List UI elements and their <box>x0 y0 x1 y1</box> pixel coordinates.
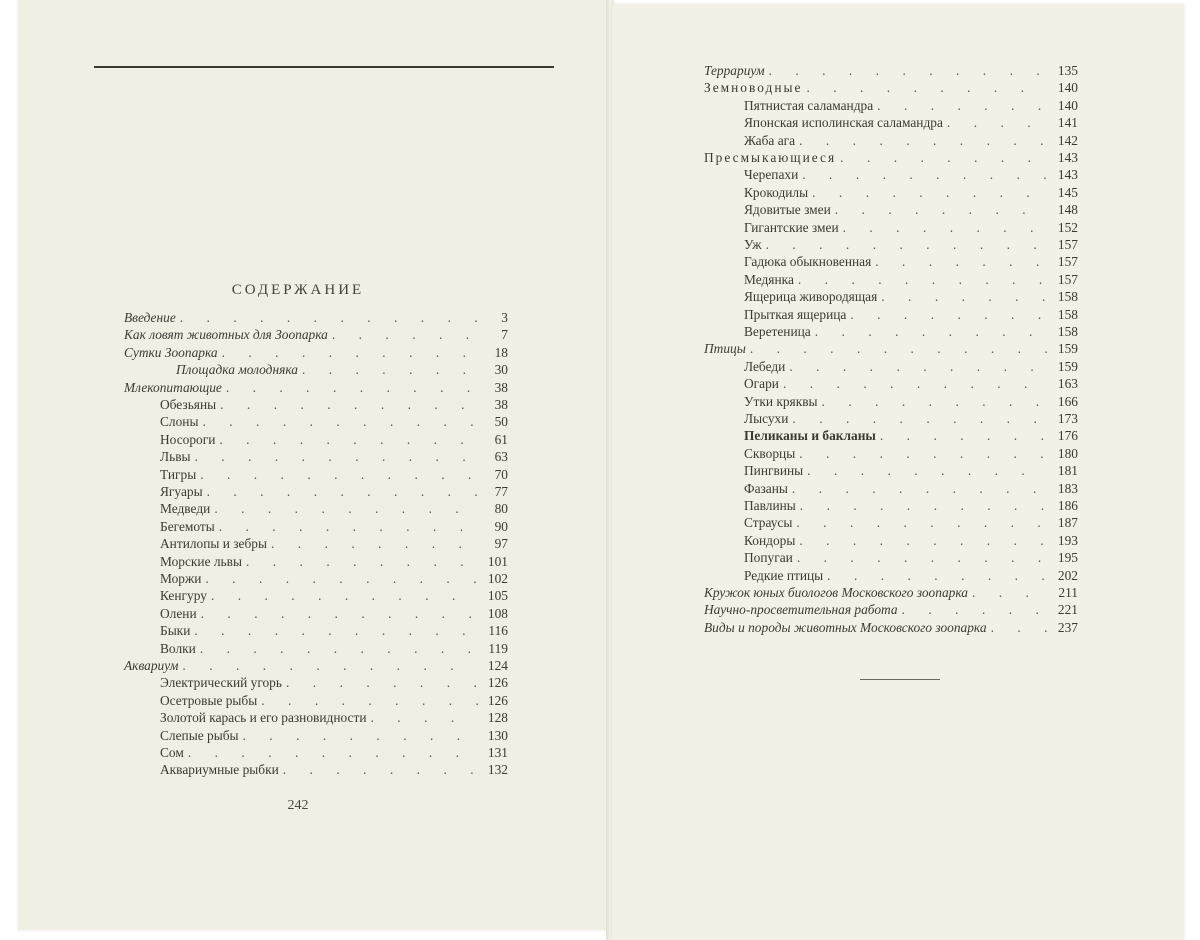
toc-entry-label: Обезьяны <box>160 397 217 412</box>
toc-entry-page: 140 <box>1057 80 1078 96</box>
toc-title: СОДЕРЖАНИЕ <box>231 282 365 298</box>
toc-entry-page: 142 <box>1057 132 1078 148</box>
toc-entry <box>744 114 1078 131</box>
toc-entry-label: Пеликаны и бакланы <box>744 428 876 444</box>
toc-entry-page: 166 <box>1057 393 1078 409</box>
toc-entry-page: 80 <box>494 501 508 517</box>
toc-entry <box>744 514 1078 531</box>
dot-leader <box>222 344 478 361</box>
toc-entry <box>160 448 508 465</box>
toc-entry <box>160 587 508 604</box>
toc-entry <box>744 375 1078 392</box>
toc-entry <box>176 361 508 378</box>
toc-entry-label: Площадка молодняка <box>176 362 298 378</box>
toc-entry <box>124 657 508 674</box>
toc-entry-label: Уж <box>744 237 762 252</box>
toc-entry-page: 128 <box>487 710 508 726</box>
toc-entry <box>744 253 1078 270</box>
toc-entry-label: Золотой карась и его разновидности <box>160 710 367 726</box>
dot-leader <box>815 323 1048 340</box>
dot-leader <box>843 219 1048 236</box>
toc-entry <box>160 466 508 483</box>
dot-leader <box>799 532 1048 549</box>
toc-entry <box>160 692 508 709</box>
toc-entry-page: 157 <box>1057 254 1078 270</box>
toc-entry <box>704 79 1078 96</box>
toc-entry <box>160 413 508 430</box>
toc-entry-page: 30 <box>494 362 508 378</box>
toc-entry-page: 148 <box>1057 202 1078 218</box>
toc-entry-page: 158 <box>1057 324 1078 339</box>
toc-entry-page: 202 <box>1057 567 1078 583</box>
toc-entry-label: Прыткая ящерица <box>744 306 847 322</box>
toc-entry-page: 140 <box>1057 97 1078 113</box>
toc-entry-page: 180 <box>1057 445 1078 461</box>
toc-entry <box>160 622 508 639</box>
toc-entry-page: 131 <box>487 745 508 760</box>
toc-entry <box>160 431 508 448</box>
toc-entry-page: 90 <box>494 518 508 534</box>
toc-entry <box>744 410 1078 427</box>
toc-entry-label: Страусы <box>744 515 793 531</box>
left-page <box>18 0 608 930</box>
dot-leader <box>286 674 478 691</box>
dot-leader <box>219 431 478 448</box>
toc-entry-label: Сом <box>160 745 184 760</box>
dot-leader <box>807 462 1048 479</box>
toc-entry-page: 135 <box>1057 63 1078 78</box>
dot-leader <box>799 445 1048 462</box>
toc-entry-label: Сутки Зоопарка <box>124 344 218 360</box>
toc-entry <box>160 535 508 552</box>
toc-entry-page: 221 <box>1057 602 1078 618</box>
toc-entry-label: Слепые рыбы <box>160 727 239 743</box>
toc-entry-label: Японская исполинская саламандра <box>744 115 943 131</box>
toc-entry-label: Как ловят животных для Зоопарка <box>124 327 328 343</box>
toc-entry <box>160 674 508 691</box>
toc-entry-label: Пятнистая саламандра <box>744 97 874 113</box>
toc-entry <box>744 567 1078 584</box>
toc-entry <box>160 483 508 500</box>
toc-entry-page: 143 <box>1057 167 1078 183</box>
toc-entry-page: 193 <box>1057 532 1078 548</box>
toc-entry-label: Жаба ага <box>744 132 796 148</box>
dot-leader <box>766 236 1048 253</box>
toc-entry-page: 38 <box>494 397 508 412</box>
toc-entry-label: Олени <box>160 605 197 621</box>
dot-leader <box>840 149 1048 166</box>
toc-entry <box>744 219 1078 236</box>
toc-entry-page: 77 <box>494 484 508 499</box>
toc-entry-page: 116 <box>488 623 508 639</box>
toc-entry <box>704 62 1078 79</box>
dot-leader <box>226 379 478 396</box>
toc-entry-label: Научно-просветительная работа <box>704 602 898 618</box>
toc-entry-label: Черепахи <box>744 167 799 183</box>
toc-entry-page: 50 <box>494 414 508 430</box>
toc-entry-page: 181 <box>1057 463 1078 479</box>
dot-leader <box>283 761 478 778</box>
toc-entry-page: 102 <box>487 571 508 586</box>
toc-entry-label: Бегемоты <box>160 518 215 534</box>
toc-entry-label: Ядовитые змеи <box>744 202 831 218</box>
toc-entry-page: 143 <box>1057 150 1078 165</box>
toc-entry-label: Попугаи <box>744 550 793 566</box>
dot-leader <box>219 518 478 535</box>
toc-entry-label: Гадюка обыкновенная <box>744 254 872 270</box>
toc-entry <box>744 480 1078 497</box>
dot-leader <box>835 201 1048 218</box>
toc-entry-page: 126 <box>487 675 508 691</box>
toc-entry-page: 3 <box>501 310 508 325</box>
toc-entry <box>744 184 1078 201</box>
toc-entry-page: 176 <box>1057 428 1078 444</box>
toc-entry-page: 97 <box>494 536 508 552</box>
toc-entry <box>160 640 508 657</box>
toc-entry-label: Земноводные <box>704 80 803 96</box>
toc-entry <box>744 427 1078 444</box>
toc-entry-label: Лебеди <box>744 358 786 374</box>
toc-entry-page: 163 <box>1057 376 1078 392</box>
dot-leader <box>261 692 478 709</box>
toc-entry-page: 186 <box>1057 498 1078 513</box>
toc-entry-label: Лысухи <box>744 411 789 426</box>
toc-entry <box>744 236 1078 253</box>
toc-entry <box>160 500 508 517</box>
toc-entry-label: Львы <box>160 449 191 465</box>
toc-entry-page: 158 <box>1057 306 1078 322</box>
dot-leader <box>827 567 1048 584</box>
dot-leader <box>947 114 1048 131</box>
toc-entry <box>160 727 508 744</box>
toc-entry <box>160 761 508 778</box>
dot-leader <box>822 393 1048 410</box>
dot-leader <box>802 166 1048 183</box>
toc-entry-label: Птицы <box>704 341 746 357</box>
toc-entry <box>744 306 1078 323</box>
dot-leader <box>972 584 1048 601</box>
toc-entry <box>744 462 1078 479</box>
dot-leader <box>271 535 478 552</box>
toc-entry-page: 108 <box>487 605 508 621</box>
dot-leader <box>202 413 478 430</box>
toc-entry-page: 61 <box>494 431 508 447</box>
dot-leader <box>783 375 1048 392</box>
toc-entry <box>744 201 1078 218</box>
toc-entry <box>744 132 1078 149</box>
dot-leader <box>769 62 1048 79</box>
dot-leader <box>205 570 478 587</box>
dot-leader <box>850 306 1048 323</box>
toc-entry <box>160 396 508 413</box>
toc-entry-label: Носороги <box>160 431 216 447</box>
toc-entry-label: Осетровые рыбы <box>160 692 258 708</box>
toc-entry-page: 237 <box>1057 619 1078 635</box>
toc-entry-label: Кенгуру <box>160 588 207 604</box>
dot-leader <box>877 97 1048 114</box>
toc-entry-page: 132 <box>487 762 508 778</box>
toc-entry-page: 159 <box>1057 341 1078 357</box>
toc-entry-label: Фазаны <box>744 480 788 496</box>
right-page <box>612 4 1184 940</box>
toc-entry-page: 124 <box>487 658 508 673</box>
toc-entry-label: Ящерица живородящая <box>744 289 878 305</box>
toc-entry-label: Медянка <box>744 271 794 287</box>
toc-entry <box>704 619 1078 636</box>
toc-entry-label: Медведи <box>160 501 211 517</box>
dot-leader <box>880 427 1048 444</box>
toc-entry-page: 105 <box>487 588 508 604</box>
toc-entry-label: Редкие птицы <box>744 567 824 583</box>
toc-entry <box>160 553 508 570</box>
toc-entry-page: 158 <box>1057 289 1078 305</box>
dot-leader <box>789 358 1048 375</box>
toc-entry-page: 173 <box>1057 411 1078 426</box>
toc-entry-page: 183 <box>1057 480 1078 496</box>
toc-entry-label: Аквариумные рыбки <box>160 762 279 778</box>
toc-entry <box>744 393 1078 410</box>
toc-entry-page: 211 <box>1058 585 1078 600</box>
toc-entry-label: Пресмыкающиеся <box>704 150 837 165</box>
toc-entry-page: 126 <box>487 692 508 708</box>
dot-leader <box>211 587 478 604</box>
page-number: 242 <box>287 798 309 813</box>
toc-entry-page: 119 <box>488 640 508 656</box>
toc-entry-label: Кружок юных биологов Московского зоопарка <box>704 585 968 600</box>
toc-entry-page: 130 <box>487 727 508 743</box>
dot-leader <box>798 271 1048 288</box>
toc-entry-label: Электрический угорь <box>160 675 282 691</box>
toc-entry-label: Виды и породы животных Московского зоопарка <box>704 619 987 635</box>
toc-entry <box>744 271 1078 288</box>
toc-entry-label: Веретеница <box>744 324 811 339</box>
toc-entry <box>160 570 508 587</box>
dot-leader <box>881 288 1048 305</box>
toc-entry <box>744 445 1078 462</box>
toc-entry <box>744 549 1078 566</box>
dot-leader <box>214 500 478 517</box>
dot-leader <box>200 466 478 483</box>
toc-entry <box>744 288 1078 305</box>
dot-leader <box>332 326 478 343</box>
dot-leader <box>796 514 1048 531</box>
toc-entry <box>744 497 1078 514</box>
toc-entry-label: Огари <box>744 376 779 392</box>
toc-entry-label: Крокодилы <box>744 184 809 200</box>
toc-entry-page: 157 <box>1057 237 1078 252</box>
toc-entry <box>744 532 1078 549</box>
toc-entry-page: 152 <box>1057 219 1078 235</box>
toc-entry-page: 141 <box>1057 115 1078 131</box>
toc-entry-label: Гигантские змеи <box>744 219 839 235</box>
toc-entry-label: Утки кряквы <box>744 393 818 409</box>
toc-entry-page: 101 <box>487 553 508 569</box>
dot-leader <box>792 480 1048 497</box>
toc-entry-label: Быки <box>160 623 191 639</box>
end-rule-divider <box>860 679 940 680</box>
toc-entry <box>704 340 1078 357</box>
toc-entry <box>160 709 508 726</box>
toc-entry-page: 7 <box>501 327 508 343</box>
dot-leader <box>799 132 1048 149</box>
toc-entry <box>744 358 1078 375</box>
toc-entry <box>704 149 1078 166</box>
dot-leader <box>194 622 478 639</box>
toc-entry <box>744 97 1078 114</box>
toc-entry <box>744 323 1078 340</box>
dot-leader <box>180 309 478 326</box>
toc-entry-page: 70 <box>494 466 508 482</box>
toc-entry-label: Скворцы <box>744 445 796 461</box>
toc-entry-label: Тигры <box>160 466 197 482</box>
toc-entry <box>744 166 1078 183</box>
toc-entry-label: Павлины <box>744 498 796 513</box>
toc-entry-page: 195 <box>1057 550 1078 566</box>
toc-entry-label: Млекопитающие <box>124 379 222 395</box>
toc-entry-label: Террариум <box>704 63 765 78</box>
toc-entry-label: Моржи <box>160 571 202 586</box>
dot-leader <box>195 448 478 465</box>
toc-entry-label: Морские львы <box>160 553 242 569</box>
toc-entry-label: Кондоры <box>744 532 796 548</box>
toc-entry <box>160 605 508 622</box>
dot-leader <box>182 657 478 674</box>
toc-entry-label: Антилопы и зебры <box>160 536 267 552</box>
dot-leader <box>875 253 1048 270</box>
dot-leader <box>200 640 478 657</box>
toc-entry <box>124 309 508 326</box>
toc-entry <box>124 326 508 343</box>
dot-leader <box>246 553 478 570</box>
dot-leader <box>750 340 1048 357</box>
dot-leader <box>371 709 478 726</box>
dot-leader <box>797 549 1048 566</box>
dot-leader <box>188 744 478 761</box>
dot-leader <box>902 601 1048 618</box>
toc-entry-page: 145 <box>1057 184 1078 200</box>
dot-leader <box>201 605 478 622</box>
dot-leader <box>792 410 1048 427</box>
toc-entry-page: 187 <box>1057 515 1078 531</box>
toc-entry <box>124 344 508 361</box>
toc-entry-label: Слоны <box>160 414 199 430</box>
dot-leader <box>243 727 478 744</box>
toc-entry <box>160 744 508 761</box>
toc-entry <box>160 518 508 535</box>
dot-leader <box>220 396 478 413</box>
toc-entry-label: Введение <box>124 310 176 325</box>
toc-entry <box>704 601 1078 618</box>
dot-leader <box>800 497 1048 514</box>
toc-entry-page: 18 <box>494 344 508 360</box>
toc-entry-label: Ягуары <box>160 484 203 499</box>
toc-entry <box>704 584 1078 601</box>
dot-leader <box>806 79 1048 96</box>
dot-leader <box>812 184 1048 201</box>
toc-entry-page: 159 <box>1057 358 1078 374</box>
top-rule-divider <box>94 66 554 68</box>
toc-entry-label: Аквариум <box>124 658 179 673</box>
toc-entry <box>124 379 508 396</box>
toc-entry-label: Пингвины <box>744 463 804 479</box>
dot-leader <box>207 483 478 500</box>
toc-entry-page: 157 <box>1057 271 1078 287</box>
toc-entry-page: 63 <box>494 449 508 465</box>
toc-entry-label: Волки <box>160 640 196 656</box>
toc-entry-page: 38 <box>494 379 508 395</box>
dot-leader <box>302 361 478 378</box>
dot-leader <box>991 619 1048 636</box>
